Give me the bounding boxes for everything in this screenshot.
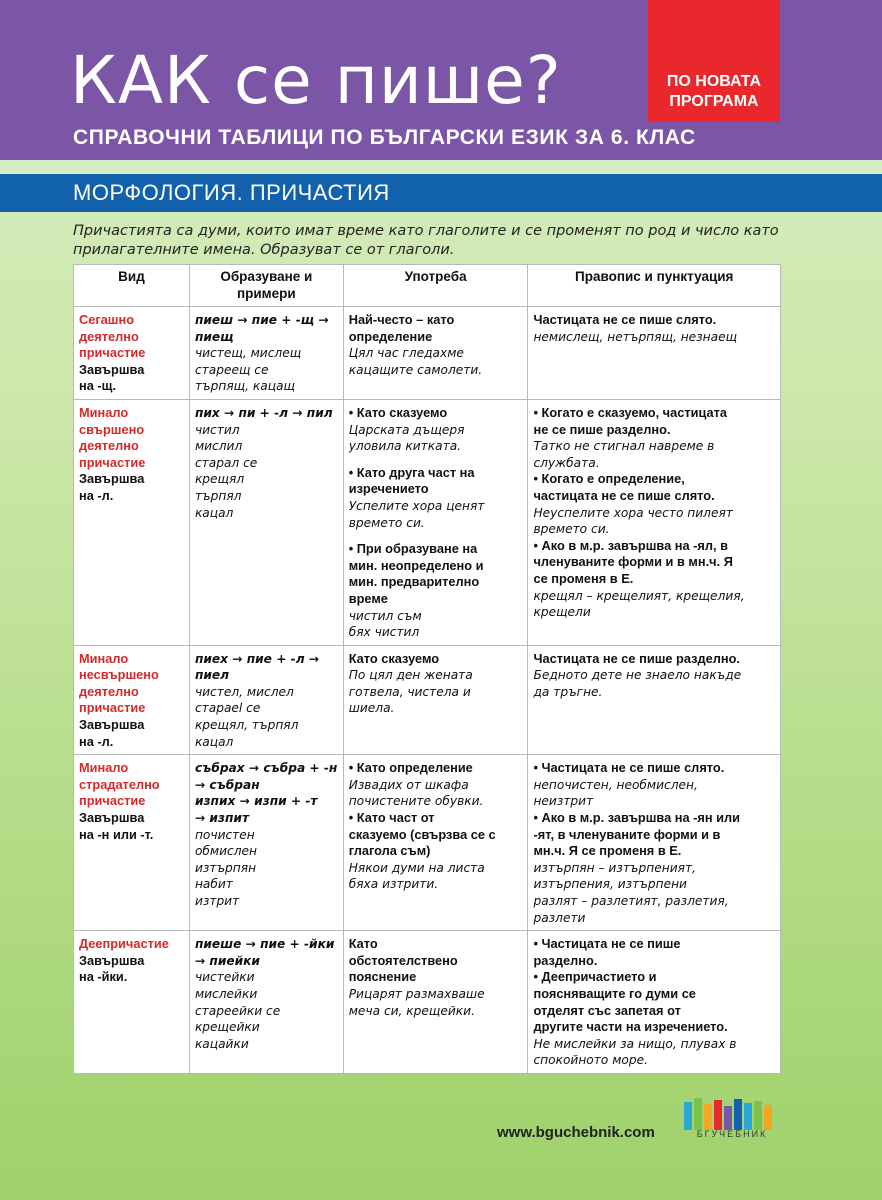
spelling-line: частицата не се пише слято. — [533, 487, 715, 503]
usage-line: сказуемо (свързва се с — [348, 826, 496, 842]
formation-example: → събран — [194, 777, 260, 792]
spacer — [349, 531, 523, 541]
formation-example: → пиейки — [194, 953, 260, 968]
kind-ending: Завършва — [79, 361, 145, 377]
usage-line: пояснение — [348, 969, 417, 985]
kind-label: деятелно — [79, 683, 139, 699]
spelling-line: Не мислейки за нищо, плувах в — [533, 1036, 737, 1051]
formation-example: кацайки — [194, 1036, 249, 1051]
website-link[interactable]: www.bguchebnik.com — [497, 1124, 655, 1141]
usage-line: бях чистил — [348, 625, 420, 640]
formation-example: старал се — [194, 455, 258, 470]
usage-line: Успелите хора ценят — [348, 498, 485, 513]
spelling-line: крещели — [533, 605, 591, 620]
usage-line: Като — [348, 936, 378, 952]
logo-text: БГУЧЕБНИК — [696, 1129, 768, 1139]
formation-example: мислейки — [194, 986, 258, 1001]
formation-example: чистил — [194, 422, 240, 437]
formation-example: изпих → изпи + -т — [194, 794, 318, 809]
usage-line: времето си. — [348, 515, 425, 530]
participles-table — [73, 264, 781, 1074]
kind-label: Минало — [79, 650, 129, 666]
badge-line-2: ПРОГРАМА — [669, 93, 759, 110]
spelling-line: • Деепричастието и — [533, 969, 657, 985]
spelling-line: разлети — [533, 910, 586, 925]
cell-formation — [189, 307, 343, 400]
cell-formation — [189, 399, 343, 645]
cell-spelling — [528, 399, 781, 645]
spelling-line: Бедното дете не знаело накъде — [533, 668, 742, 683]
page-title: КАК се пише? — [70, 42, 562, 119]
formation-example: чистейки — [194, 970, 255, 985]
spelling-line: неизтрит — [533, 794, 594, 809]
program-badge — [648, 0, 780, 122]
usage-line: Рицарят размахваше — [348, 986, 485, 1001]
spelling-line: другите части на изречението. — [533, 1019, 728, 1035]
table-row — [74, 931, 781, 1074]
formation-example: изтрит — [194, 894, 240, 908]
table-body — [74, 307, 781, 1074]
kind-ending: на -л. — [79, 487, 114, 503]
kind-label: деятелно — [79, 438, 139, 454]
usage-line: чистил съм — [348, 608, 422, 623]
spacer — [349, 455, 523, 465]
cell-usage — [343, 931, 528, 1074]
spelling-line: крещял – крещелият, крещелия, — [533, 588, 745, 603]
kind-label: причастие — [79, 345, 146, 361]
kind-label: Минало — [79, 760, 129, 776]
usage-line: Като сказуемо — [348, 650, 440, 666]
usage-line: • Като определение — [348, 760, 473, 776]
usage-line: готвела, чистела и — [348, 684, 471, 699]
formation-example: обмислен — [194, 844, 257, 859]
usage-line: Най-често – като — [348, 312, 455, 327]
kind-label: страдателно — [79, 776, 160, 792]
spelling-line: изтърпян – изтърпеният, — [533, 860, 696, 875]
usage-line: Царската дъщеря — [348, 422, 465, 437]
header-usage: Употреба — [343, 265, 528, 307]
spelling-line: Неуспелите хора често пилеят — [533, 505, 733, 520]
spelling-line: Татко не стигнал навреме в — [533, 439, 715, 454]
formation-example: крещял — [194, 472, 245, 487]
spelling-line: • Частицата не се пише слято. — [533, 760, 725, 776]
spelling-line: изтърпения, изтърпени — [533, 877, 687, 892]
formation-example: пиеш → пие + -щ → — [194, 313, 329, 327]
formation-example: търпящ, кацащ — [194, 379, 295, 394]
kind-ending: Завършва — [79, 717, 145, 733]
spelling-line: поясняващите го думи се — [533, 985, 696, 1001]
usage-line: меча си, крещейки. — [348, 1003, 475, 1018]
header-formation: Образуване и примери — [189, 265, 343, 307]
kind-label: причастие — [79, 793, 146, 809]
formation-example: стареейки се — [194, 1003, 281, 1018]
cell-kind — [74, 307, 190, 400]
formation-example: пиеше → пие + -йки — [194, 937, 335, 952]
spelling-line: немислещ, нетърпящ, незнаещ — [533, 329, 738, 344]
formation-example: пиех → пие + -л → — [194, 651, 320, 666]
table-row — [74, 307, 781, 400]
formation-example: търпял — [194, 488, 242, 503]
spelling-line: • Когато е сказуемо, частицата — [533, 404, 728, 420]
kind-label: Минало — [79, 404, 129, 420]
usage-line: определение — [348, 328, 433, 344]
formation-example: стареещ се — [194, 362, 269, 377]
formation-example: → изпит — [194, 811, 250, 826]
spelling-line: мн.ч. Я се променя в Е. — [533, 843, 682, 859]
usage-line: шиела. — [348, 701, 395, 716]
kind-label: свършено — [79, 421, 145, 437]
formation-example: чистел, мислел — [194, 684, 294, 699]
formation-example: събрах → събра + -н — [194, 761, 338, 776]
kind-ending: Завършва — [79, 810, 145, 826]
cell-usage — [343, 645, 528, 755]
spelling-line: да тръгне. — [533, 684, 603, 699]
cell-spelling — [528, 931, 781, 1074]
spelling-line: разлят – разлетият, разлетия, — [533, 894, 729, 908]
spelling-line: Частицата не се пише разделно. — [533, 650, 740, 666]
badge-line-1: ПО НОВАТА — [666, 73, 762, 90]
spelling-line: • Ако в м.р. завършва на -ял, в — [533, 537, 729, 553]
cell-usage — [343, 399, 528, 645]
formation-example: чистещ, мислещ — [194, 346, 302, 361]
formation-example: изтърпян — [194, 860, 257, 875]
spelling-line: • Ако в м.р. завършва на -ян или — [533, 810, 741, 826]
formation-example: набит — [194, 877, 233, 892]
usage-line: изречението — [348, 481, 429, 497]
kind-ending: на -н или -т. — [79, 826, 154, 842]
spelling-line: спокойното море. — [533, 1053, 648, 1068]
formation-example: крещейки — [194, 1020, 260, 1035]
usage-line: почистените обувки. — [348, 794, 484, 809]
spelling-line: • Частицата не се пише — [533, 936, 681, 952]
header-spelling: Правопис и пунктуация — [528, 265, 781, 307]
kind-ending: на -л. — [79, 733, 114, 749]
spelling-line: -ят, в членуваните форми и в — [533, 826, 721, 842]
spelling-line: отделят със запетая от — [533, 1002, 681, 1018]
usage-line: уловила китката. — [348, 439, 462, 454]
spelling-line: непочистен, необмислен, — [533, 777, 698, 792]
cell-usage — [343, 755, 528, 931]
usage-line: По цял ден жената — [348, 668, 473, 683]
usage-line: глагола съм) — [348, 843, 431, 859]
spelling-line: службата. — [533, 455, 600, 470]
kind-label: причастие — [79, 700, 146, 716]
table-row — [74, 755, 781, 931]
usage-line: обстоятелствено — [348, 952, 458, 968]
cell-usage — [343, 307, 528, 400]
formation-example: пиещ — [194, 329, 234, 344]
kind-label: причастие — [79, 454, 146, 470]
cell-kind — [74, 399, 190, 645]
page-subtitle: СПРАВОЧНИ ТАБЛИЦИ ПО БЪЛГАРСКИ ЕЗИК ЗА 6. КЛАС — [73, 126, 696, 149]
formation-example: пиел — [194, 668, 230, 683]
spelling-line: не се пише разделно. — [533, 421, 671, 437]
cell-kind — [74, 645, 190, 755]
cell-spelling — [528, 755, 781, 931]
divider-stripe — [0, 160, 882, 174]
cell-kind — [74, 755, 190, 931]
usage-line: кацащите самолети. — [348, 362, 483, 377]
formation-example: мислил — [194, 439, 243, 454]
formation-example: почистен — [194, 827, 255, 842]
cell-spelling — [528, 645, 781, 755]
kind-ending: на -йки. — [79, 969, 128, 985]
table-row — [74, 399, 781, 645]
kind-ending: на -щ. — [79, 378, 117, 394]
intro-text: Причастията са думи, които имат време като глаголите и се променят по род и число като прилагателните имена. Образуват се от глаголи. — [73, 223, 779, 258]
spelling-line: разделно. — [533, 952, 598, 968]
cell-formation — [189, 931, 343, 1074]
kind-label: несвършено — [79, 667, 159, 683]
usage-line: мин. неопределено и — [348, 557, 484, 573]
kind-ending: Завършва — [79, 471, 145, 487]
usage-line: мин. предварително — [348, 574, 480, 590]
usage-line: • При образуване на — [348, 541, 478, 557]
cell-formation — [189, 755, 343, 931]
spelling-line: времето си. — [533, 522, 610, 537]
kind-label: Сегашно — [79, 312, 135, 327]
usage-line: Извадих от шкафа — [348, 777, 469, 792]
cell-kind — [74, 931, 190, 1074]
kind-ending: Завършва — [79, 952, 145, 968]
usage-line: • Като част от — [348, 810, 435, 826]
formation-example: пих → пи + -л → пил — [194, 405, 333, 420]
formation-example: кацал — [194, 505, 234, 520]
spelling-line: се променя в Е. — [533, 570, 634, 586]
spelling-line: членуваните форми и в мн.ч. Я — [533, 554, 733, 570]
usage-line: Някои думи на листа — [348, 860, 485, 875]
usage-line: • Като друга част на — [348, 464, 475, 480]
spelling-line: Частицата не се пише слято. — [533, 312, 717, 327]
cell-formation — [189, 645, 343, 755]
cell-spelling — [528, 307, 781, 400]
section-title: МОРФОЛОГИЯ. ПРИЧАСТИЯ — [73, 180, 390, 205]
usage-line: време — [348, 590, 388, 606]
spelling-line: • Когато е определение, — [533, 471, 685, 487]
formation-example: старael се — [194, 701, 261, 716]
formation-example: кацал — [194, 734, 234, 749]
usage-line: бяха изтрити. — [348, 877, 439, 892]
formation-example: крещял, търпял — [194, 718, 299, 733]
table-header-row — [74, 265, 781, 307]
usage-line: • Като сказуемо — [348, 404, 448, 420]
usage-line: Цял час гледахме — [348, 346, 464, 361]
header-kind: Вид — [74, 265, 190, 307]
table-row — [74, 645, 781, 755]
kind-label: деятелно — [79, 328, 139, 344]
kind-label: Деепричастие — [79, 936, 169, 952]
